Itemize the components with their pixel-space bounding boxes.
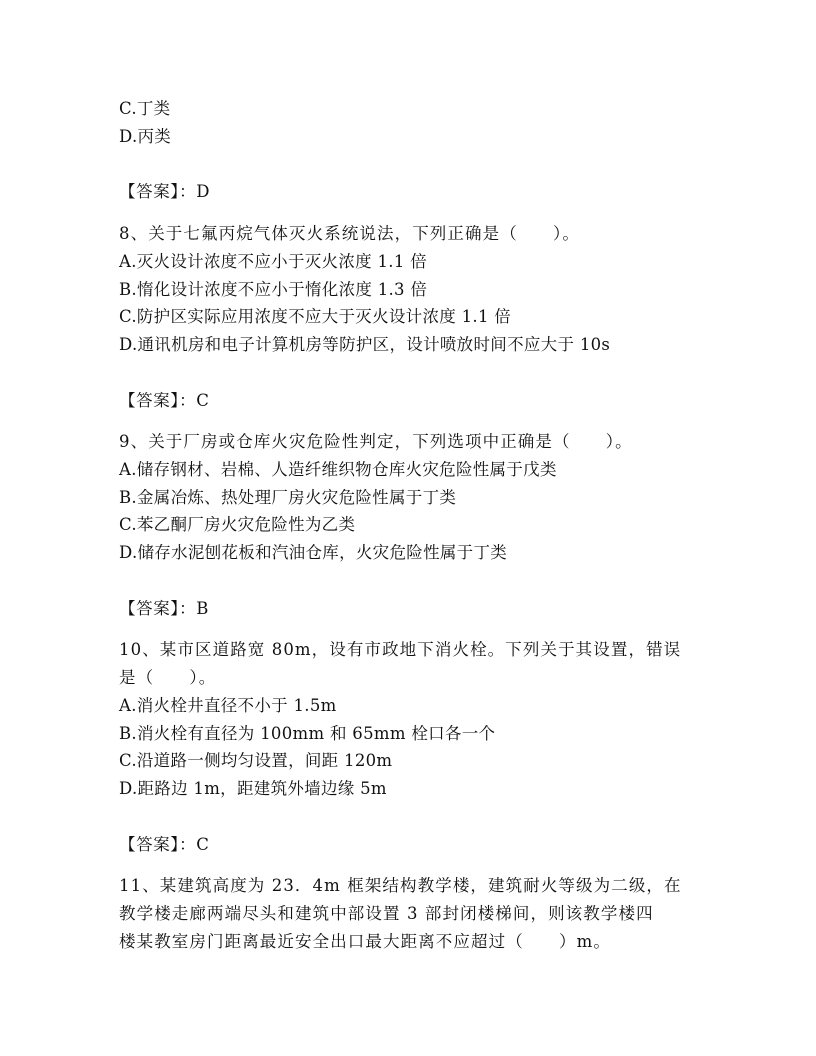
question-line: 是（ ）。	[119, 668, 217, 687]
answer-line: 【答案】：D	[119, 182, 211, 201]
option-line: B.消火栓有直径为 100mm 和 65mm 栓口各一个	[119, 724, 496, 743]
option-line: D.丙类	[119, 127, 172, 146]
answer-line: 【答案】：B	[119, 599, 209, 618]
question-line: 11、某建筑高度为 23．4m 框架结构教学楼，建筑耐火等级为二级，在	[119, 876, 682, 895]
option-line: C.沿道路一侧均匀设置，间距 120m	[119, 751, 393, 770]
option-line: C.丁类	[119, 99, 171, 118]
option-line: B.惰化设计浓度不应小于惰化浓度 1.3 倍	[119, 280, 428, 299]
option-line: C.苯乙酮厂房火灾危险性为乙类	[119, 515, 356, 534]
question-line: 10、某市区道路宽 80m，设有市政地下消火栓。下列关于其设置，错误	[119, 640, 682, 659]
answer-line: 【答案】：C	[119, 835, 210, 854]
option-line: C.防护区实际应用浓度不应大于灭火设计浓度 1.1 倍	[119, 307, 512, 326]
question-line: 8、关于七氟丙烷气体灭火系统说法，下列正确是（ ）。	[119, 224, 580, 243]
option-line: B.金属冶炼、热处理厂房火灾危险性属于丁类	[119, 488, 457, 507]
option-line: D.储存水泥刨花板和汽油仓库，火灾危险性属于丁类	[119, 543, 508, 562]
question-line: 9、关于厂房或仓库火灾危险性判定，下列选项中正确是（ ）。	[119, 432, 633, 451]
option-line: A.消火栓井直径不小于 1.5m	[119, 696, 337, 715]
option-line: D.通讯机房和电子计算机房等防护区，设计喷放时间不应大于 10s	[119, 335, 611, 354]
option-line: D.距路边 1m，距建筑外墙边缘 5m	[119, 779, 387, 798]
question-line: 教学楼走廊两端尽头和建筑中部设置 3 部封闭楼梯间，则该教学楼四	[119, 904, 654, 923]
option-line: A.灭火设计浓度不应小于灭火浓度 1.1 倍	[119, 252, 427, 271]
answer-line: 【答案】：C	[119, 391, 210, 410]
option-line: A.储存钢材、岩棉、人造纤维织物仓库火灾危险性属于戊类	[119, 460, 557, 479]
question-line: 楼某教室房门距离最近安全出口最大距离不应超过（ ）m。	[119, 932, 611, 951]
